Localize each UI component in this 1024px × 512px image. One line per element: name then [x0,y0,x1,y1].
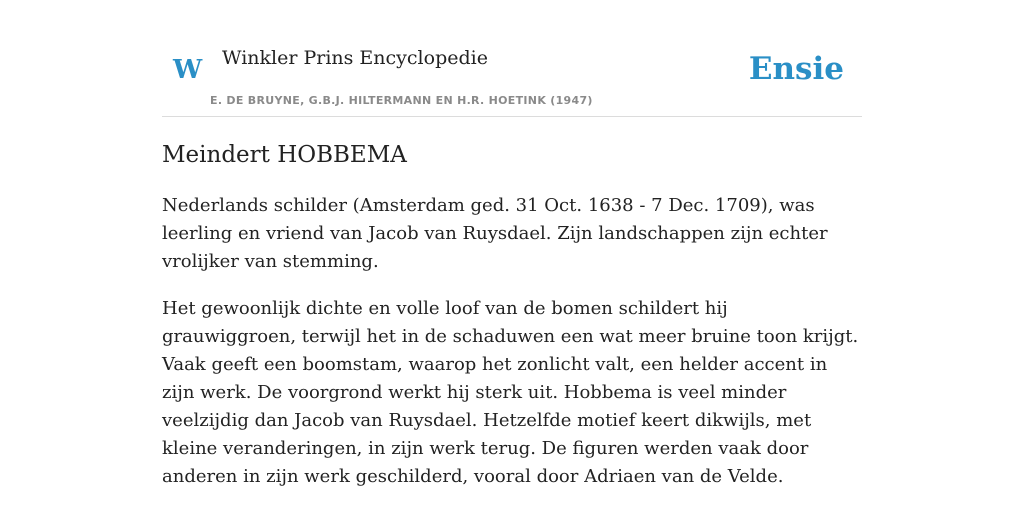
article-paragraph-1: Nederlands schilder (Amsterdam ged. 31 Oct. 1638 - 7 Dec. 1709), was leerling en vriend van Jacob van Ruysdael. Zijn landschappen zijn echter vrolijker van stemming. [162,195,828,272]
site-title[interactable]: Winkler Prins Encyclopedie [222,47,488,69]
page-container [162,0,862,487]
page-header [162,0,862,117]
authors-subtitle: E. DE BRUYNE, G.B.J. HILTERMANN EN H.R. HOETINK (1947) [210,94,593,107]
winkler-prins-logo[interactable]: W [173,55,203,85]
ensie-logo[interactable]: Ensie [748,51,844,87]
article-title: Meindert HOBBEMA [162,142,407,168]
article-paragraph-2: Het gewoonlijk dichte en volle loof van de bomen schildert hij grauwiggroen, terwijl het in de schaduwen een wat meer bruine toon krijgt. Vaak geeft een boomstam, waarop het zonlicht valt, een helder accent in zijn werk. De voorgrond werkt hij sterk uit. Hobbema is veel minder veelzijdig dan Jacob van Ruysdael. Hetzelfde motief keert dikwijls, met kleine veranderingen, in zijn werk terug. De figuren werden vaak door anderen in zijn werk geschilderd, vooral door Adriaen van de Velde. [162,298,859,487]
